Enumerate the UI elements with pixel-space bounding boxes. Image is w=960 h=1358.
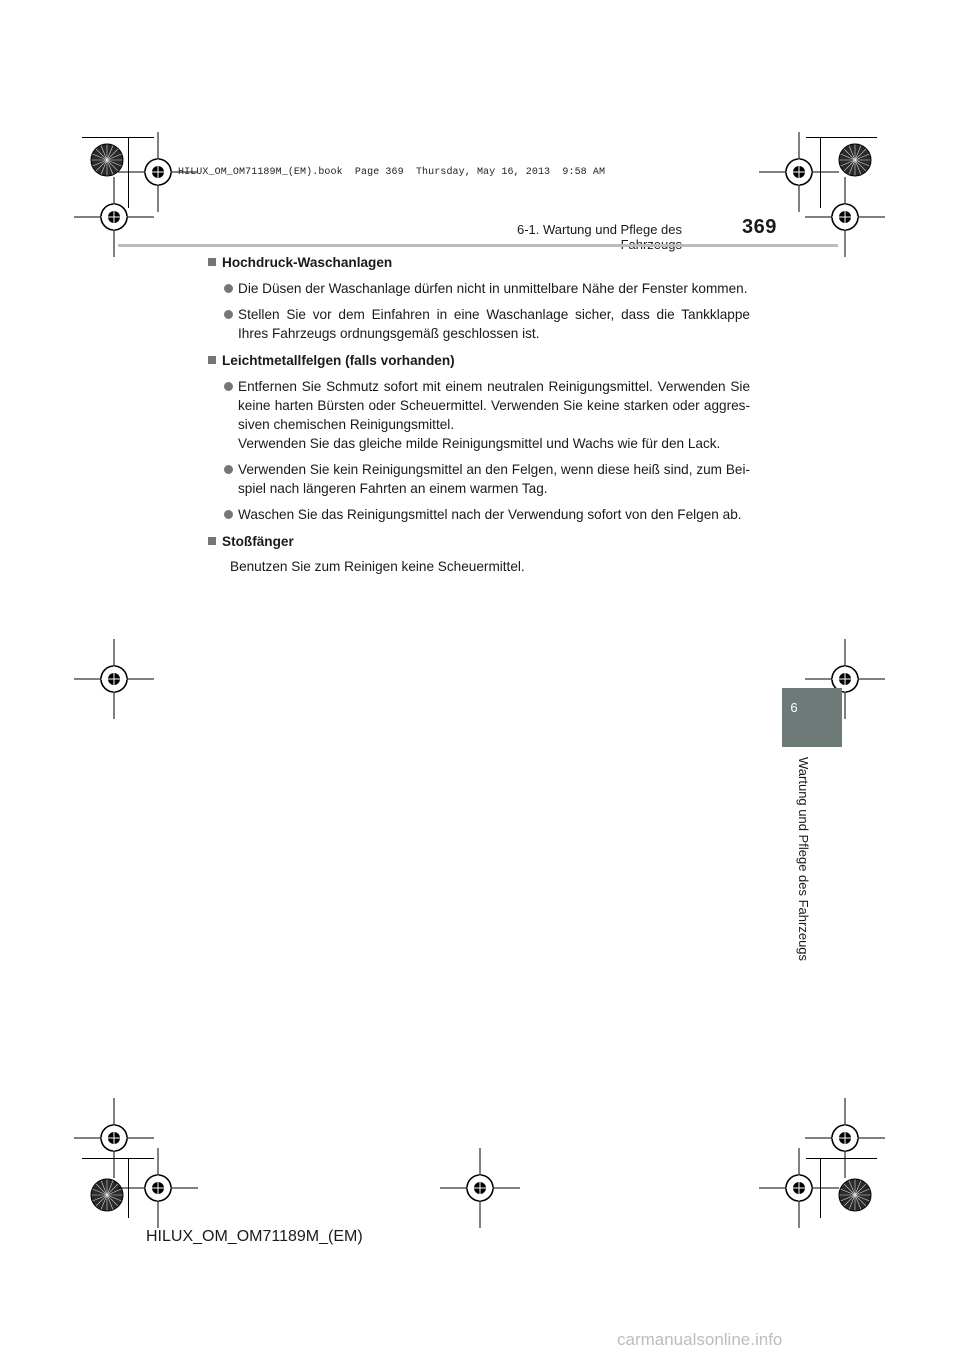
section-heading <box>208 532 750 551</box>
document-code: HILUX_OM_OM71189M_(EM) <box>146 1228 363 1245</box>
bullet-item <box>208 377 750 453</box>
print-stamp: HILUX_OM_OM71189M_(EM).book Page 369 Thursday, May 16, 2013 9:58 AM <box>178 167 606 178</box>
bullet-text: Verwenden Sie kein Reinigungsmittel an den Felgen, wenn diese heiß sind, zum Bei-spiel nach längeren Fahrten an einem warmen Tag. <box>238 462 750 496</box>
round-bullet-icon <box>224 382 233 391</box>
bullet-item <box>208 279 750 298</box>
section-heading <box>208 253 750 272</box>
round-bullet-icon <box>224 510 233 519</box>
bullet-text: Die Düsen der Waschanlage dürfen nicht in unmittelbare Nähe der Fenster kommen. <box>238 281 748 296</box>
bullet-text: Waschen Sie das Reinigungsmittel nach der Verwendung sofort von den Felgen ab. <box>238 507 742 522</box>
square-bullet-icon <box>208 356 216 364</box>
section-heading-text: Stoßfänger <box>222 534 294 549</box>
round-bullet-icon <box>224 465 233 474</box>
watermark: carmanualsonline.info <box>617 1330 783 1349</box>
page-number: 369 <box>742 216 777 238</box>
bullet-item <box>208 305 750 343</box>
section-heading-text: Hochdruck-Waschanlagen <box>222 255 393 270</box>
bullet-text: Verwenden Sie das gleiche milde Reinigungsmittel und Wachs wie für den Lack. <box>238 436 721 451</box>
square-bullet-icon <box>208 258 216 266</box>
round-bullet-icon <box>224 284 233 293</box>
chapter-tab <box>782 688 842 747</box>
header-rule <box>118 244 838 247</box>
bullet-text: Stellen Sie vor dem Einfahren in eine Waschanlage sicher, dass die Tankklappe Ihres Fahrzeugs ordnungsgemäß geschlossen ist. <box>238 307 750 341</box>
section-heading-text: Leichtmetallfelgen (falls vorhanden) <box>222 353 455 368</box>
chapter-title: Wartung und Pflege des Fahrzeugs <box>796 757 811 962</box>
round-bullet-icon <box>224 310 233 319</box>
section-text: Benutzen Sie zum Reinigen keine Scheuermittel. <box>230 559 525 574</box>
chapter-number: 6 <box>790 700 798 715</box>
bullet-text: Entfernen Sie Schmutz sofort mit einem neutralen Reinigungsmittel. Verwenden Sie keine harten Bürsten oder Scheuermittel. Verwenden Sie keine starken oder aggres-siven chemischen Reinigungsmittel. <box>238 379 750 432</box>
bullet-item <box>208 505 750 524</box>
page-content <box>208 253 750 576</box>
square-bullet-icon <box>208 537 216 545</box>
section-heading <box>208 351 750 370</box>
running-header-title: 6-1. Wartung und Pflege des <box>516 222 682 237</box>
bullet-item <box>208 460 750 498</box>
